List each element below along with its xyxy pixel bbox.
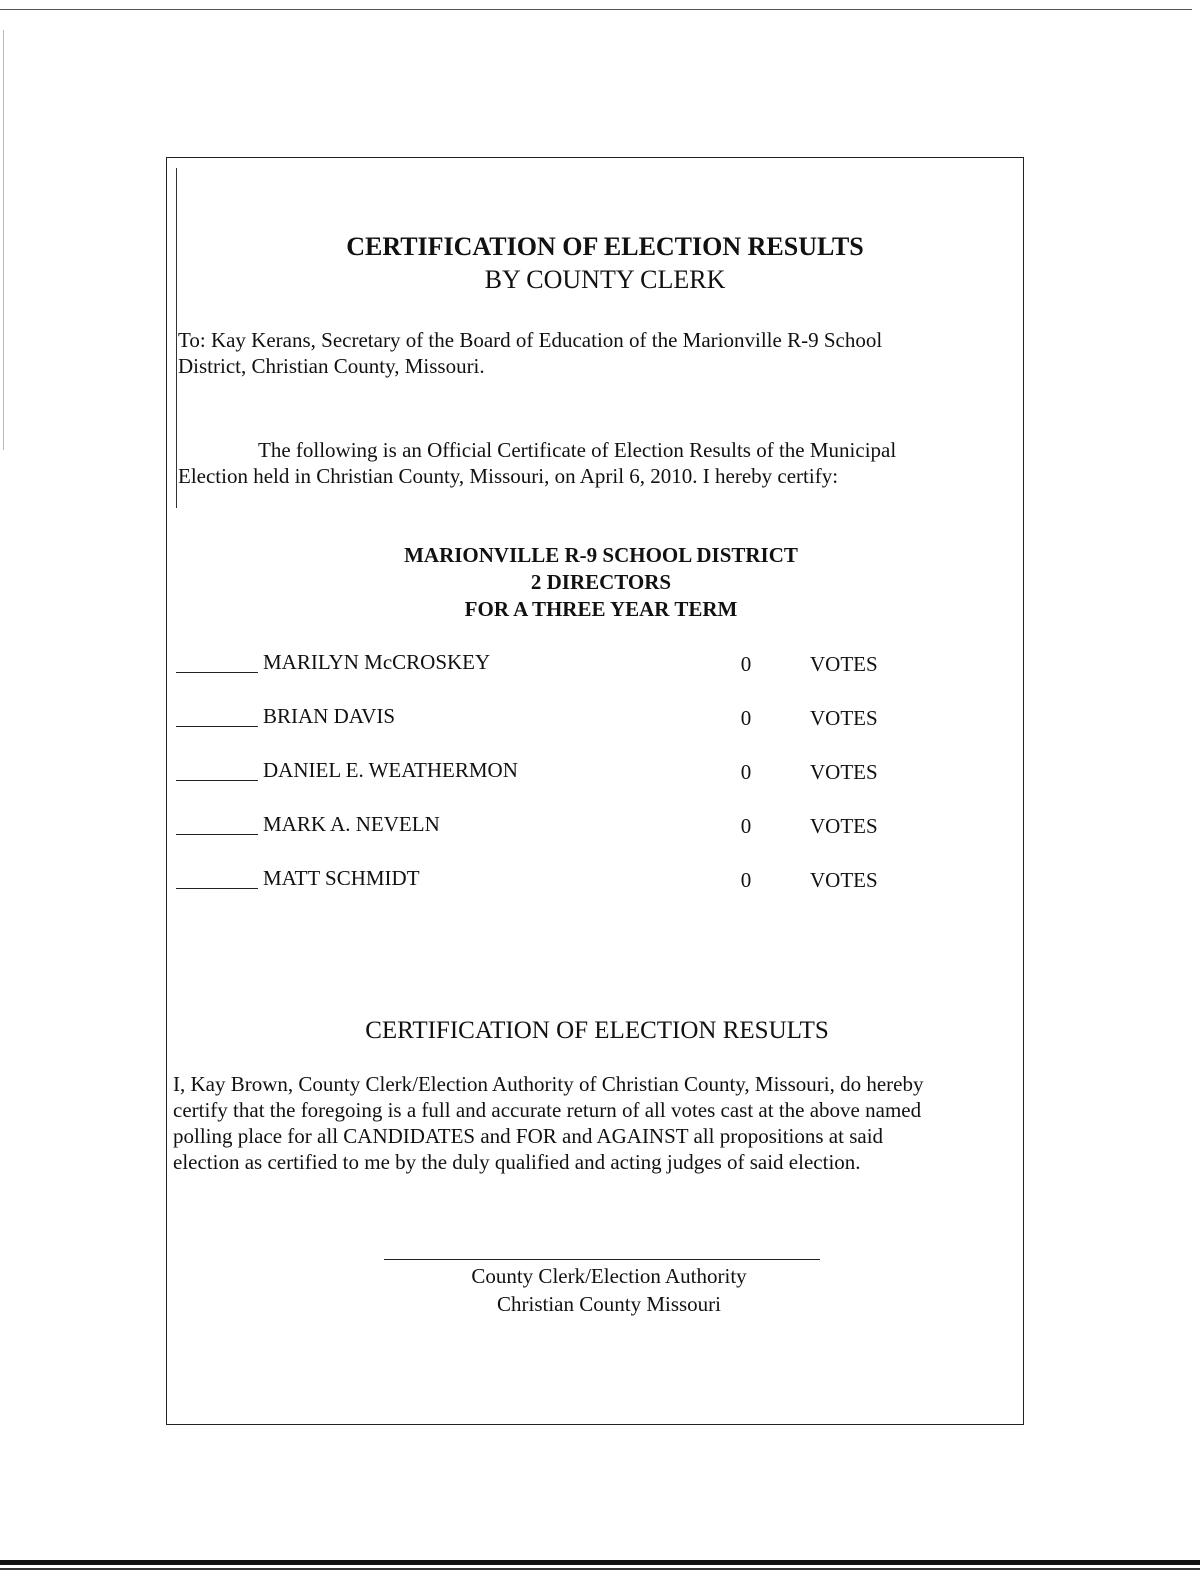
certification-line-3: polling place for all CANDIDATES and FOR and AGAINST all propositions at said <box>173 1124 884 1148</box>
addressee-paragraph <box>178 327 988 379</box>
candidate-name: MARK A. NEVELN <box>263 812 440 836</box>
certification-line-2: certify that the foregoing is a full and accurate return of all votes cast at the above named <box>173 1098 922 1122</box>
candidate-name: MARILYN McCROSKEY <box>263 650 491 674</box>
certification-title: CERTIFICATION OF ELECTION RESULTS <box>365 1017 829 1044</box>
candidate-mark-blank <box>176 834 258 835</box>
signature-title: County Clerk/Election Authority <box>471 1264 747 1288</box>
scan-edge-bottom-secondary <box>0 1568 1200 1570</box>
scan-edge-top <box>0 9 1192 10</box>
document-subtitle: BY COUNTY CLERK <box>484 265 726 294</box>
candidate-mark-blank <box>176 726 258 727</box>
candidate-row <box>176 866 936 896</box>
frame-inner-left-rule <box>176 168 177 508</box>
candidate-votes-label: VOTES <box>810 814 878 838</box>
addressee-line-1: To: Kay Kerans, Secretary of the Board of Education of the Marionville R-9 School <box>178 328 883 352</box>
candidate-name: BRIAN DAVIS <box>263 704 396 728</box>
candidate-mark-blank <box>176 888 258 889</box>
document-title: CERTIFICATION OF ELECTION RESULTS <box>346 232 864 261</box>
candidate-vote-count: 0 <box>740 652 752 676</box>
candidate-mark-blank <box>176 780 258 781</box>
intro-line-1: The following is an Official Certificate of Election Results of the Municipal <box>258 438 897 462</box>
candidate-votes-label: VOTES <box>810 652 878 676</box>
candidate-row <box>176 650 936 680</box>
signature-county: Christian County Missouri <box>496 1292 722 1316</box>
race-heading-seats: 2 DIRECTORS <box>530 570 672 594</box>
candidate-name: DANIEL E. WEATHERMON <box>263 758 518 782</box>
certification-paragraph <box>173 1071 1023 1175</box>
candidate-vote-count: 0 <box>740 868 752 892</box>
candidate-vote-count: 0 <box>740 814 752 838</box>
candidate-row <box>176 704 936 734</box>
race-heading-district: MARIONVILLE R-9 SCHOOL DISTRICT <box>404 543 798 567</box>
candidate-row <box>176 758 936 788</box>
intro-line-2: Election held in Christian County, Missouri, on April 6, 2010. I hereby certify: <box>178 464 839 488</box>
candidate-mark-blank <box>176 672 258 673</box>
signature-line <box>384 1259 820 1260</box>
candidate-votes-label: VOTES <box>810 706 878 730</box>
certification-line-1: I, Kay Brown, County Clerk/Election Authority of Christian County, Missouri, do hereby <box>173 1072 924 1096</box>
certification-line-4: election as certified to me by the duly qualified and acting judges of said election. <box>173 1150 861 1174</box>
candidate-vote-count: 0 <box>740 706 752 730</box>
candidate-vote-count: 0 <box>740 760 752 784</box>
candidate-row <box>176 812 936 842</box>
candidate-votes-label: VOTES <box>810 760 878 784</box>
intro-paragraph <box>178 437 988 489</box>
candidate-votes-label: VOTES <box>810 868 878 892</box>
addressee-line-2: District, Christian County, Missouri. <box>178 354 485 378</box>
candidate-name: MATT SCHMIDT <box>263 866 420 890</box>
race-heading-term: FOR A THREE YEAR TERM <box>464 597 738 621</box>
scan-edge-bottom <box>0 1560 1200 1565</box>
